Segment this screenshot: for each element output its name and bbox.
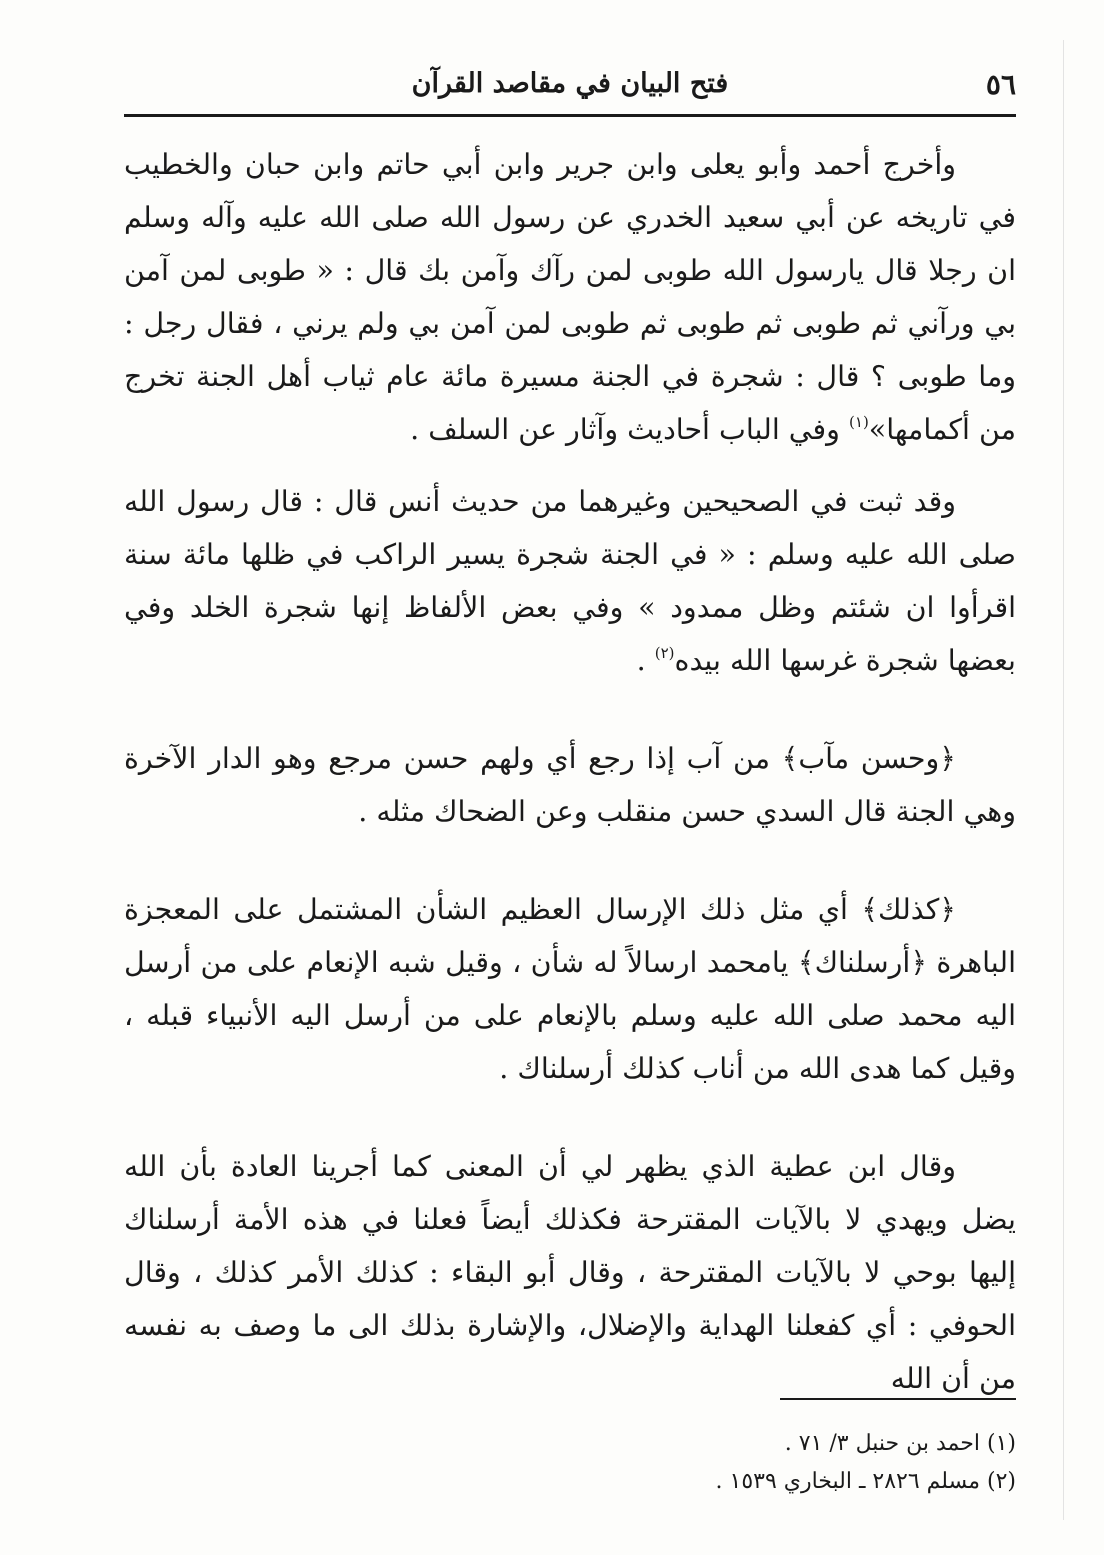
paragraph-text: وفي الباب أحاديث وآثار عن السلف . (410, 413, 850, 446)
paragraph-sahihayn (124, 475, 1016, 687)
body-text (124, 138, 1016, 1405)
paragraph-text: وأخرج أحمد وأبو يعلى وابن جرير وابن أبي حاتم وابن حبان والخطيب في تاريخه عن أبي سعيد الخدري عن رسول الله صلى الله عليه وآله وسلم ان رجلا قال يارسول الله طوبى لمن رآك وآمن بك قال : « طوبى لمن آمن بي ورآني ثم طوبى ثم طوبى ثم طوبى لمن آمن بي ولم يرني ، فقال رجل : وما طوبى ؟ قال : شجرة في الجنة مسيرة مائة عام ثياب أهل الجنة تخرج من أكمامها» (124, 148, 1016, 446)
page-edge-line (1063, 40, 1064, 1520)
running-title: فتح البيان في مقاصد القرآن (411, 68, 729, 99)
footnote-rule (780, 1398, 1016, 1400)
footnote-2: (٢) مسلم ٢٨٢٦ ـ البخاري ١٥٣٩ . (715, 1469, 1016, 1494)
header-rule (124, 114, 1016, 117)
paragraph-gap (124, 1095, 1016, 1140)
paragraph-text: وقد ثبت في الصحيحين وغيرهما من حديث أنس قال : قال رسول الله صلى الله عليه وسلم : « في الجنة شجرة يسير الراكب في ظلها مائة سنة اقرأوا ان شئتم وظل ممدود » وفي بعض الألفاظ إنها شجرة الخلد وفي بعضها شجرة غرسها الله بيده (124, 485, 1016, 677)
footnote-1: (١) احمد بن حنبل ٣/ ٧١ . (784, 1431, 1016, 1456)
footnote-ref-1: (١) (849, 413, 869, 431)
paragraph-ibn-atiyya: وقال ابن عطية الذي يظهر لي أن المعنى كما أجرينا العادة بأن الله يضل ويهدي لا بالآيات المقترحة فكذلك أيضاً فعلنا في هذه الأمة أرسلناك إليها بوحي لا بالآيات المقترحة ، وقال أبو البقاء : كذلك الأمر كذلك ، وقال الحوفي : أي كفعلنا الهداية والإضلال، والإشارة بذلك الى ما وصف به نفسه من أن الله (124, 1150, 1016, 1395)
paragraph-gap (124, 838, 1016, 883)
paragraph-tuba-hadith (124, 138, 1016, 456)
footnote-ref-2: (٢) (654, 644, 675, 662)
page-header (124, 66, 1016, 110)
page-number: ٥٦ (985, 68, 1016, 101)
paragraph-gap (124, 687, 1016, 732)
paragraph-husn-maab: ﴿وحسن مآب﴾ من آب إذا رجع أي ولهم حسن مرجع وهو الدار الآخرة وهي الجنة قال السدي حسن منقلب وعن الضحاك مثله . (124, 742, 1016, 828)
paragraph-gap (124, 456, 1016, 475)
footnotes (416, 1425, 1016, 1501)
paragraph-kadhalika: ﴿كذلك﴾ أي مثل ذلك الإرسال العظيم الشأن المشتمل على المعجزة الباهرة ﴿أرسلناك﴾ يامحمد ارسالاً له شأن ، وقيل شبه الإنعام على من أرسل اليه محمد صلى الله عليه وسلم بالإنعام على من أرسل اليه الأنبياء قبله ، وقيل كما هدى الله من أناب كذلك أرسلناك . (124, 893, 1016, 1085)
paragraph-text: . (636, 644, 655, 677)
